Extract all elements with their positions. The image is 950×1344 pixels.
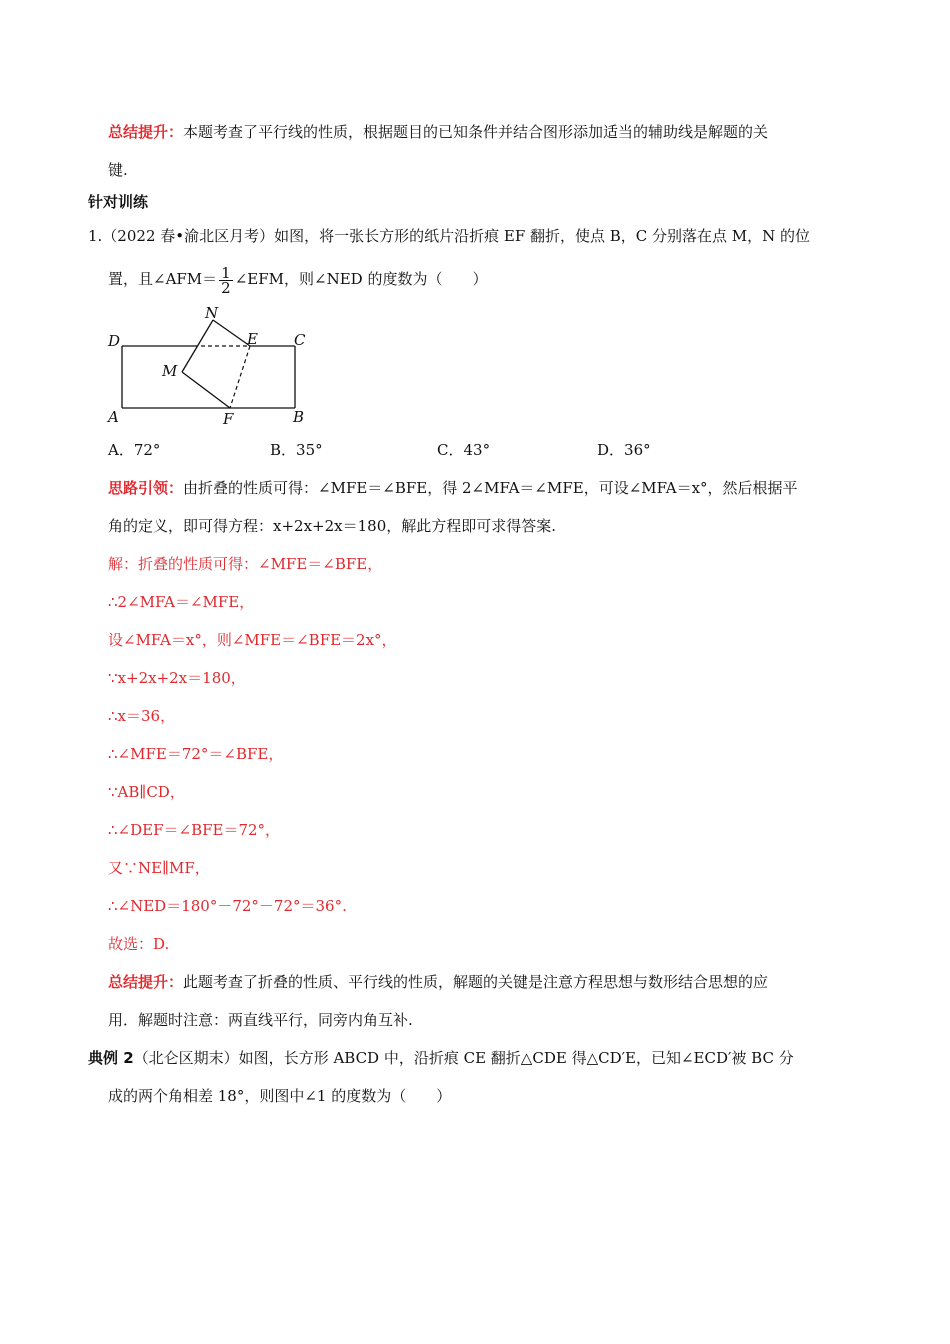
solution-line-4: ∵x+2x+2x＝180， <box>108 669 246 687</box>
summary-2-text-a: 此题考查了折叠的性质、平行线的性质，解题的关键是注意方程思想与数形结合思想的应 <box>183 973 769 991</box>
label-A: A <box>108 408 119 426</box>
crease-EF <box>230 346 250 408</box>
hint-label: 思路引领： <box>108 479 184 497</box>
example-2-text-a: （北仑区期末）如图，长方形 ABCD 中，沿折痕 CE 翻折△CDE 得△CD′E，已知∠ECD′被 BC 分 <box>133 1049 794 1067</box>
example-2-label: 典例 2 <box>88 1049 134 1067</box>
label-E: E <box>247 330 258 348</box>
label-F: F <box>223 410 234 428</box>
solution-line-8: ∴∠DEF＝∠BFE＝72°， <box>108 821 281 839</box>
edge-MF <box>182 372 230 408</box>
option-a: A．72° <box>108 441 161 459</box>
fraction-denominator: 2 <box>221 278 231 297</box>
example-2-line-2: 成的两个角相差 18°，则图中∠1 的度数为（ ） <box>108 1087 452 1105</box>
section-title: 针对训练 <box>88 193 149 211</box>
summary-1-label: 总结提升： <box>108 123 184 141</box>
summary-2-label: 总结提升： <box>108 973 184 991</box>
fraction-numerator: 1 <box>221 263 231 282</box>
solution-line-10: ∴∠NED＝180°－72°－72°＝36°. <box>108 897 347 915</box>
option-b: B．35° <box>270 441 323 459</box>
label-B: B <box>293 408 305 426</box>
solution-line-11: 故选：D. <box>108 935 170 953</box>
folding-figure <box>100 300 320 430</box>
summary-1-line-2: 键. <box>108 161 128 179</box>
solution-line-2: ∴2∠MFA＝∠MFE， <box>108 593 255 611</box>
summary-2-line-1 <box>108 972 768 992</box>
edge-NE <box>213 320 250 346</box>
hint-text-a: 由折叠的性质可得：∠MFE＝∠BFE，得 2∠MFA＝∠MFE，可设∠MFA＝x°，然后根据平 <box>183 479 798 497</box>
label-M: M <box>162 362 178 380</box>
label-D: D <box>108 332 121 350</box>
solution-line-1: 解：折叠的性质可得：∠MFE＝∠BFE， <box>108 555 383 573</box>
option-d: D．36° <box>597 441 651 459</box>
solution-line-3: 设∠MFA＝x°，则∠MFE＝∠BFE＝2x°， <box>108 631 397 649</box>
solution-line-6: ∴∠MFE＝72°＝∠BFE， <box>108 745 284 763</box>
label-C: C <box>294 331 306 349</box>
fraction-one-half <box>219 263 233 297</box>
summary-2-line-2: 用．解题时注意：两直线平行，同旁内角互补. <box>108 1011 413 1029</box>
example-2-line-1 <box>88 1048 794 1068</box>
hint-line-1 <box>108 478 798 498</box>
question-line-2-b: ∠EFM，则∠NED 的度数为（ ） <box>234 270 488 288</box>
solution-line-7: ∵AB∥CD， <box>108 783 185 801</box>
hint-line-2: 角的定义，即可得方程：x+2x+2x＝180，解此方程即可求得答案. <box>108 517 557 535</box>
question-line-1: 1.（2022 春•渝北区月考）如图，将一张长方形的纸片沿折痕 EF 翻折，使点 B，C 分别落在点 M，N 的位 <box>88 227 811 245</box>
label-N: N <box>205 304 219 322</box>
option-c: C．43° <box>437 441 491 459</box>
solution-line-9: 又∵NE∥MF， <box>108 859 210 877</box>
summary-1-text-a: 本题考查了平行线的性质，根据题目的已知条件并结合图形添加适当的辅助线是解题的关 <box>183 123 769 141</box>
summary-1-line-1 <box>108 122 768 142</box>
question-line-2-a: 置，且∠AFM＝ <box>108 270 218 288</box>
question-line-2 <box>108 262 487 296</box>
solution-line-5: ∴x＝36， <box>108 707 176 725</box>
